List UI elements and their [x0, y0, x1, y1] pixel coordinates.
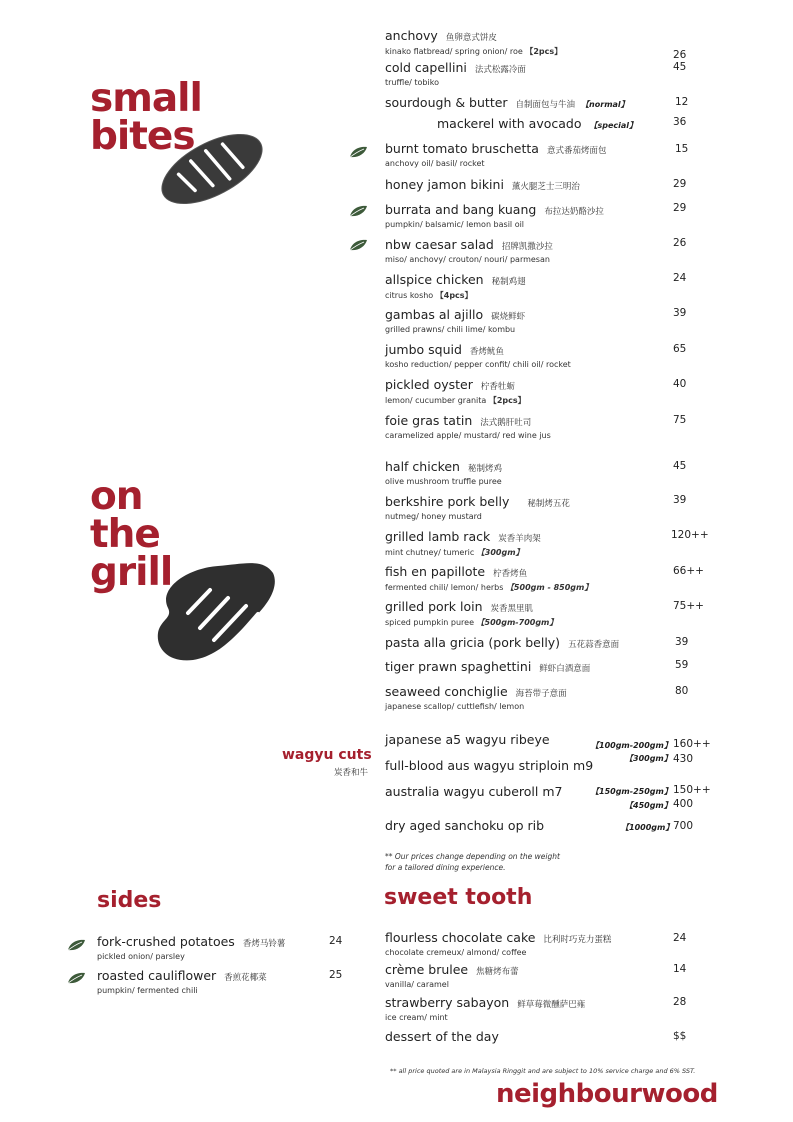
price-pork-loin: 75++	[673, 600, 704, 612]
menu-item-pasta-gricia: pasta alla gricia (pork belly) 五花蒜香意面	[385, 635, 620, 650]
price-lamb-rack: 120++	[671, 529, 709, 541]
price-chocolate-cake: 24	[673, 932, 687, 944]
menu-item-jumbo-squid: jumbo squid 香烤鱿鱼 kosho reduction/ pepper confit/ chili oil/ rocket	[385, 342, 571, 369]
price-creme-brulee: 14	[673, 963, 687, 975]
menu-item-pork-belly: berkshire pork belly 秘制烤五花 nutmeg/ honey mustard	[385, 494, 570, 521]
price-foie-gras: 75	[673, 414, 687, 426]
leaf-icon	[348, 204, 368, 218]
wagyu-price-cuberoll-large: 400	[673, 798, 694, 810]
section-title-sides: sides	[97, 888, 162, 913]
menu-item-gambas: gambas al ajillo 碳烧鲜虾 grilled prawns/ chili lime/ kombu	[385, 307, 526, 334]
menu-item-burrata: burrata and bang kuang 布拉达奶酪沙拉 pumpkin/ balsamic/ lemon basil oil	[385, 202, 604, 229]
menu-item-honey-jamon: honey jamon bikini 薰火腿芝士三明治	[385, 177, 580, 192]
wagyu-cuts-cn: 炭香和牛	[334, 768, 369, 778]
price-cauliflower: 25	[329, 969, 343, 981]
price-dessert-of-the-day: $$	[673, 1030, 687, 1042]
menu-item-tiger-prawn: tiger prawn spaghettini 鲜虾白酒意面	[385, 659, 591, 674]
leaf-icon	[66, 971, 86, 985]
steak-illustration	[148, 548, 283, 668]
wagyu-weight-cuberoll-large: 【450gm】	[625, 801, 672, 810]
price-potatoes: 24	[329, 935, 343, 947]
dessert-item-of-the-day: dessert of the day	[385, 1029, 499, 1044]
wagyu-price-cuberoll-small: 150++	[673, 784, 711, 796]
wagyu-item-sanchoku: dry aged sanchoku op rib	[385, 818, 545, 833]
wagyu-weight-sanchoku: 【1000gm】	[621, 823, 674, 832]
price-cold-capellini: 45	[673, 61, 687, 73]
wagyu-weight-a5-ribeye: 【100gm-200gm】	[591, 741, 672, 750]
price-sourdough: 12	[675, 96, 689, 108]
price-strawberry-sabayon: 28	[673, 996, 687, 1008]
dessert-item-chocolate-cake: flourless chocolate cake 比利时巧克力蛋糕 chocolate cremeux/ almond/ coffee	[385, 930, 612, 957]
price-seaweed-conchiglie: 80	[675, 685, 689, 697]
section-title-sweet-tooth: sweet tooth	[384, 885, 533, 910]
price-pork-belly: 39	[673, 494, 687, 506]
wagyu-item-cuberoll: australia wagyu cuberoll m7	[385, 784, 563, 799]
price-gambas: 39	[673, 307, 687, 319]
side-item-cauliflower: roasted cauliflower 香煎花椰菜 pumpkin/ fermented chili	[97, 968, 267, 995]
menu-item-cold-capellini: cold capellini 法式松露冷面 truffle/ tobiko	[385, 60, 526, 87]
menu-item-half-chicken: half chicken 秘制烤鸡 olive mushroom truffle puree	[385, 459, 502, 486]
price-allspice: 24	[673, 272, 687, 284]
menu-item-caesar: nbw caesar salad 招牌凯撒沙拉 miso/ anchovy/ crouton/ nouri/ parmesan	[385, 237, 553, 264]
menu-item-pickled-oyster: pickled oyster 柠香牡蛎 lemon/ cucumber granita 【2pcs】	[385, 377, 526, 405]
section-title-wagyu-cuts: wagyu cuts	[282, 747, 372, 763]
menu-item-mackerel: mackerel with avocado 【special】	[437, 116, 638, 131]
bread-illustration	[155, 128, 270, 210]
menu-item-pork-loin: grilled pork loin 炭香黑里肌 spiced pumpkin puree 【500gm-700gm】	[385, 599, 558, 627]
wagyu-item-a5-ribeye: japanese a5 wagyu ribeye	[385, 732, 550, 747]
wagyu-price-sanchoku: 700	[673, 820, 694, 832]
price-caesar: 26	[673, 237, 687, 249]
price-honey-jamon: 29	[673, 178, 687, 190]
menu-item-sourdough: sourdough & butter 自制面包与牛油 【normal】	[385, 95, 629, 110]
dessert-item-strawberry-sabayon: strawberry sabayon 鲜草莓微醺萨巴雍 ice cream/ mint	[385, 995, 586, 1022]
price-anchovy: 26	[673, 49, 687, 61]
price-half-chicken: 45	[673, 460, 687, 472]
menu-item-fish-papillote: fish en papillote 柠香烤鱼 fermented chili/ lemon/ herbs 【500gm - 850gm】	[385, 564, 593, 592]
section-title-small-bites: small bites	[90, 76, 202, 159]
price-jumbo-squid: 65	[673, 343, 687, 355]
price-tiger-prawn: 59	[675, 659, 689, 671]
menu-item-anchovy: anchovy 鱼卵意式饼皮 kinako flatbread/ spring onion/ roe 【2pcs】	[385, 28, 563, 56]
wagyu-price-note: ** Our prices change depending on the weight for a tailored dining experience.	[385, 852, 560, 872]
wagyu-weight-cuberoll-small: 【150gm-250gm】	[591, 787, 672, 796]
price-fish-papillote: 66++	[673, 565, 704, 577]
price-pickled-oyster: 40	[673, 378, 687, 390]
menu-item-foie-gras: foie gras tatin 法式鹅肝吐司 caramelized apple/ mustard/ red wine jus	[385, 413, 551, 440]
dessert-item-creme-brulee: crème brulee 焦糖烤布蕾 vanilla/ caramel	[385, 962, 519, 989]
price-burrata: 29	[673, 202, 687, 214]
side-item-potatoes: fork-crushed potatoes 香烤马铃薯 pickled onion/ parsley	[97, 934, 286, 961]
price-pasta-gricia: 39	[675, 636, 689, 648]
leaf-icon	[66, 938, 86, 952]
brand-logo: neighbourwood	[496, 1079, 718, 1109]
menu-item-seaweed-conchiglie: seaweed conchiglie 海苔带子意面 japanese scallop/ cuttlefish/ lemon	[385, 684, 567, 711]
section-title-on-the-grill: on the grill	[90, 474, 173, 595]
price-bruschetta: 15	[675, 143, 689, 155]
leaf-icon	[348, 145, 368, 159]
wagyu-price-a5-ribeye: 160++	[673, 738, 711, 750]
price-mackerel: 36	[673, 116, 687, 128]
footer-note: ** all price quoted are in Malaysia Ringgit and are subject to 10% service charge and 6% SST.	[390, 1067, 696, 1075]
leaf-icon	[348, 238, 368, 252]
menu-item-lamb-rack: grilled lamb rack 炭香羊肉架 mint chutney/ tumeric 【300gm】	[385, 529, 541, 557]
wagyu-price-striploin: 430	[673, 753, 694, 765]
menu-item-bruschetta: burnt tomato bruschetta 意式番茄烤面包 anchovy oil/ basil/ rocket	[385, 141, 607, 168]
wagyu-item-striploin: full-blood aus wagyu striploin m9	[385, 758, 594, 773]
wagyu-weight-striploin: 【300gm】	[625, 754, 672, 763]
menu-item-allspice: allspice chicken 秘制鸡翅 citrus kosho 【4pcs】	[385, 272, 526, 300]
